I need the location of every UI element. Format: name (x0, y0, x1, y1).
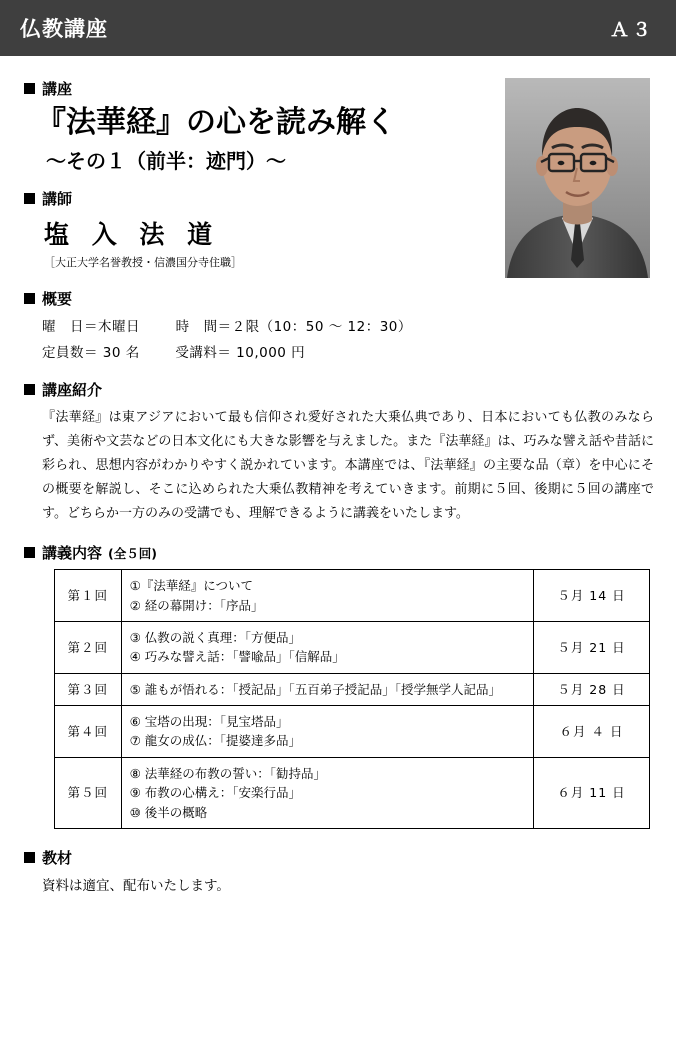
row-topics (121, 706, 533, 758)
row-session-no: 第１回 (55, 570, 122, 622)
lecturer-heading-label: 講師 (42, 190, 73, 208)
row-session-no: 第４回 (55, 706, 122, 758)
row-date: ６月 11 日 (533, 757, 649, 828)
overview-row-capacity-fee (42, 341, 650, 361)
introduction-section (24, 379, 654, 526)
row-topics (121, 673, 533, 705)
topic-line: ⑧ 法華経の布教の誓い：「勧持品」 (129, 765, 327, 781)
topic-line: ①『法華経』について (129, 578, 254, 594)
table-row (55, 757, 650, 828)
topic-line: ⑥ 宝塔の出現：「見宝塔品」 (129, 714, 289, 730)
page-header (0, 0, 676, 56)
overview-time: 時 間＝２限（10：50 〜 12：30） (175, 319, 412, 335)
overview-heading (24, 288, 650, 309)
introduction-heading-label: 講座紹介 (42, 381, 103, 399)
row-session-no: 第２回 (55, 621, 122, 673)
table-row (55, 673, 650, 705)
schedule-heading (24, 542, 650, 563)
overview-section (24, 288, 650, 361)
square-bullet-icon (24, 83, 35, 94)
materials-section (24, 847, 650, 894)
topic-line: ④ 巧みな譬え話：「譬喩品」「信解品」 (129, 649, 345, 665)
overview-fee: 受講料＝ 10,000 円 (175, 345, 306, 361)
course-subtitle: 〜その１（前半：迹門）〜 (46, 149, 286, 173)
course-heading-label: 講座 (42, 80, 73, 98)
schedule-heading-label: 講義内容 (42, 544, 103, 563)
topic-line: ⑦ 龍女の成仏：「提婆達多品」 (129, 733, 302, 749)
row-session-no: 第３回 (55, 673, 122, 705)
square-bullet-icon (24, 193, 35, 204)
overview-heading-label: 概要 (42, 290, 73, 308)
materials-heading-label: 教材 (42, 848, 73, 867)
row-topics (121, 757, 533, 828)
square-bullet-icon (24, 852, 35, 863)
schedule-table-body (55, 570, 650, 829)
table-row (55, 706, 650, 758)
topic-line: ⑩ 後半の概略 (129, 804, 208, 820)
introduction-body: 『法華経』は東アジアにおいて最も信仰され愛好された大乗仏典であり、日本においても仏教のみならず、美術や文芸などの日本文化にも大きな影響を与えました。また『法華経』は、巧みな譬え話や昔話に彩られ、思想内容がわかりやすく説かれています。本講座では、『法華経』の主要な品（章）を中心にその概要を解説し、そこに込められた大乗仏教精神を考えていきます。前期に５回、後期に５回の講座です。どちらか一方のみの受講でも、理解できるように講義をいたします。 (42, 410, 654, 522)
overview-row-day-time (42, 315, 650, 335)
schedule-section (24, 542, 650, 829)
page-body (0, 56, 676, 894)
square-bullet-icon (24, 293, 35, 304)
topic-line: ⑨ 布教の心構え：「安楽行品」 (129, 785, 302, 801)
square-bullet-icon (24, 547, 35, 558)
square-bullet-icon (24, 384, 35, 395)
topic-line: ③ 仏教の説く真理：「方便品」 (129, 629, 302, 645)
header-title: 仏教講座 (20, 17, 108, 41)
schedule-heading-note: (全５回) (108, 545, 157, 561)
row-date: ６月 ４ 日 (533, 706, 649, 758)
row-session-no: 第５回 (55, 757, 122, 828)
row-date: ５月 21 日 (533, 621, 649, 673)
lecturer-name: 塩 入 法 道 (44, 220, 220, 249)
table-row (55, 570, 650, 622)
topic-line: ② 経の幕開け：「序品」 (129, 597, 264, 613)
header-page-label: Ａ３ (609, 18, 654, 41)
row-topics (121, 570, 533, 622)
overview-capacity: 定員数＝ 30 名 (42, 345, 140, 361)
row-date: ５月 28 日 (533, 673, 649, 705)
course-title: 『法華経』の心を読み解く (36, 105, 396, 140)
table-row (55, 621, 650, 673)
schedule-table (54, 569, 650, 829)
introduction-heading (24, 379, 650, 400)
row-topics (121, 621, 533, 673)
topic-line: ⑤ 誰もが悟れる：「授記品」「五百弟子授記品」「授学無学人記品」 (129, 681, 502, 697)
materials-heading (24, 847, 650, 868)
materials-body: 資料は適宜、配布いたします。 (42, 877, 230, 894)
lecturer-portrait-photo (505, 78, 650, 278)
lecturer-affiliation: ［大正大学名誉教授・信濃国分寺住職］ (44, 256, 242, 269)
overview-day: 曜 日＝木曜日 (42, 319, 140, 335)
row-date: ５月 14 日 (533, 570, 649, 622)
